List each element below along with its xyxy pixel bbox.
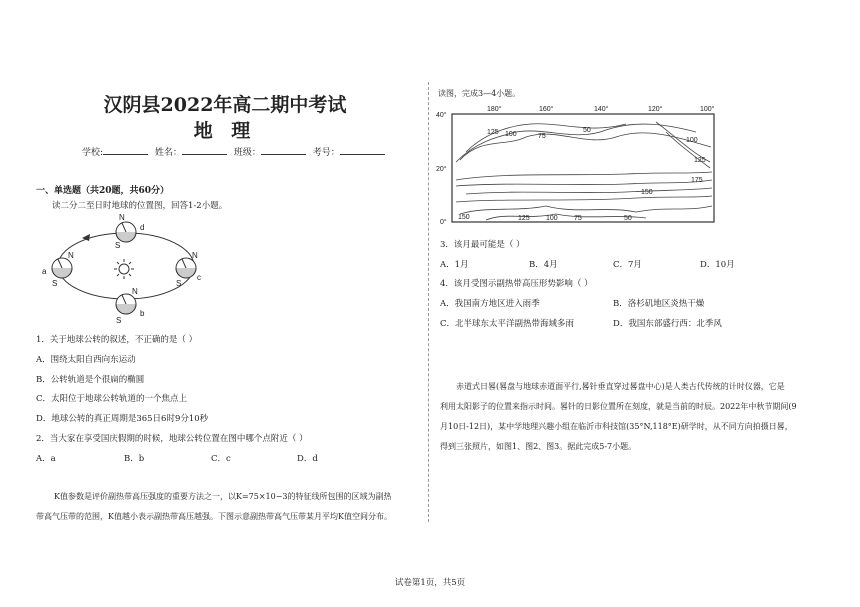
label-S-a: S (52, 279, 58, 288)
label-S-b: S (116, 316, 122, 325)
exam-title: 汉阴县2022年高二期中考试 (103, 94, 347, 116)
sundial-paragraph-line-1: 赤道式日晷(晷盘与地球赤道面平行,晷针垂直穿过晷盘中心)是人类古代传统的计时仪器，它是 (456, 382, 785, 391)
contour-label: 75 (574, 215, 582, 222)
student-info-line (82, 145, 389, 158)
subject-title: 地 理 (193, 120, 257, 142)
earth-d-icon (116, 222, 136, 242)
label-b: b (140, 309, 145, 318)
question-3: 3．该月最可能是（ ） (440, 240, 525, 250)
name-label: 姓名： (154, 148, 182, 158)
q3-option-a[interactable]: A．1月 (440, 260, 469, 270)
question-4: 4．该月受图示副热带高压形势影响（ ） (440, 279, 593, 289)
q1-option-c[interactable]: C．太阳位于地球公转轨道的一个焦点上 (36, 394, 188, 404)
q3-option-b[interactable]: B．4月 (529, 260, 558, 270)
contour-label: 50 (624, 215, 632, 222)
lat-label: 20° (436, 166, 447, 173)
label-a: a (42, 267, 47, 276)
school-blank[interactable] (103, 146, 148, 155)
class-label: 班级： (233, 148, 261, 158)
contour-label: 50 (583, 127, 591, 134)
label-N-a: N (68, 251, 74, 260)
name-blank[interactable] (182, 146, 227, 155)
lat-label: 40° (436, 112, 447, 119)
question-2: 2．当大家在享受国庆假期的时候，地球公转位置在图中哪个点附近（ ） (36, 434, 308, 444)
class-blank[interactable] (261, 146, 306, 155)
q4-option-d[interactable]: D．我国东部盛行西：北季风 (613, 319, 722, 329)
q4-option-b[interactable]: B．洛杉矶地区炎热干燥 (613, 299, 705, 309)
sundial-paragraph-line-3: 月10日-12日)，某中学地理兴趣小组在临沂市科技馆(35°N,118°E)研学时，从不同方向拍摄日晷， (440, 422, 793, 431)
q1-2-intro: 读二分二至日时地球的位置图，回答1-2小题。 (52, 201, 228, 211)
q4-option-a[interactable]: A．我国南方地区进入雨季 (440, 299, 540, 309)
lon-label: 160° (539, 106, 554, 113)
q1-option-a[interactable]: A．围绕太阳自西向东运动 (36, 355, 136, 365)
label-S-c: S (176, 279, 182, 288)
earth-orbit-diagram (36, 214, 216, 326)
q2-option-a[interactable]: A．a (36, 454, 56, 464)
lon-label: 100° (700, 106, 715, 113)
contour-label: 125 (694, 157, 706, 164)
page-footer: 试卷第1页，共5页 (394, 578, 466, 588)
label-N-c: N (192, 251, 198, 260)
contour-label: 150 (641, 189, 653, 196)
q1-option-b[interactable]: B．公转轨道是个很扁的椭圆 (36, 375, 145, 385)
orbit-ellipse (58, 233, 194, 299)
section-title: 一、单选题（共20题，共60分） (36, 186, 170, 196)
contour-label: 175 (691, 177, 703, 184)
contour-label: 125 (487, 129, 499, 136)
lon-label: 120° (648, 106, 663, 113)
sun-icon (114, 259, 134, 279)
question-1: 1．关于地球公转的叙述，不正确的是（ ） (36, 335, 198, 345)
label-N-b: N (132, 287, 138, 296)
q1-option-d[interactable]: D．地球公转的真正周期是365日6时9分10秒 (36, 414, 209, 424)
q4-option-c[interactable]: C．北半球东太平洋副热带海域多雨 (440, 319, 575, 329)
lon-label: 140° (594, 106, 609, 113)
school-label: 学校: (82, 148, 104, 158)
contour-label: 100 (686, 137, 698, 144)
q3-option-d[interactable]: D．10月 (700, 260, 735, 270)
contour-label: 100 (546, 215, 558, 222)
contour-label: 75 (538, 133, 546, 140)
label-d: d (140, 223, 145, 232)
contour-label: 100 (505, 131, 517, 138)
exam-number-blank[interactable] (340, 146, 385, 155)
lon-label: 180° (487, 106, 502, 113)
lat-label: 0° (440, 219, 447, 226)
sundial-paragraph-line-2: 利用太阳影子的位置来指示时间。晷针的日影位置所在刻度，就是当前的时辰。2022年中秋节期间(9 (440, 402, 797, 411)
label-c: c (197, 273, 201, 282)
k-value-text-line-1: K值参数是评价副热带高压强度的重要方法之一，以K=75×10−3的特征线所包围的区域为副热 (54, 492, 392, 501)
earth-a-icon (52, 258, 72, 278)
contour-label: 150 (458, 214, 470, 221)
q3-4-intro: 读图，完成3—4小题。 (438, 89, 521, 98)
contour-label: 125 (518, 215, 530, 222)
q3-option-c[interactable]: C．7月 (613, 260, 642, 270)
label-S-d: S (115, 241, 121, 250)
earth-b-icon (116, 294, 136, 314)
q2-option-d[interactable]: D．d (297, 454, 318, 464)
k-value-text-line-2: 带高气压带的范围，K值越小表示副热带高压越强。下图示意副热带高气压带某月平均K值空间分布。 (36, 512, 392, 521)
q2-option-c[interactable]: C．c (211, 454, 231, 464)
sundial-paragraph-line-4: 得到三张照片，如图1、图2、图3。据此完成5-7小题。 (440, 442, 637, 451)
q2-option-b[interactable]: B．b (124, 454, 145, 464)
exam-number-label: 考号： (312, 148, 340, 158)
label-N-d: N (119, 214, 125, 222)
k-value-contour-map (426, 102, 726, 230)
earth-c-icon (176, 258, 196, 278)
